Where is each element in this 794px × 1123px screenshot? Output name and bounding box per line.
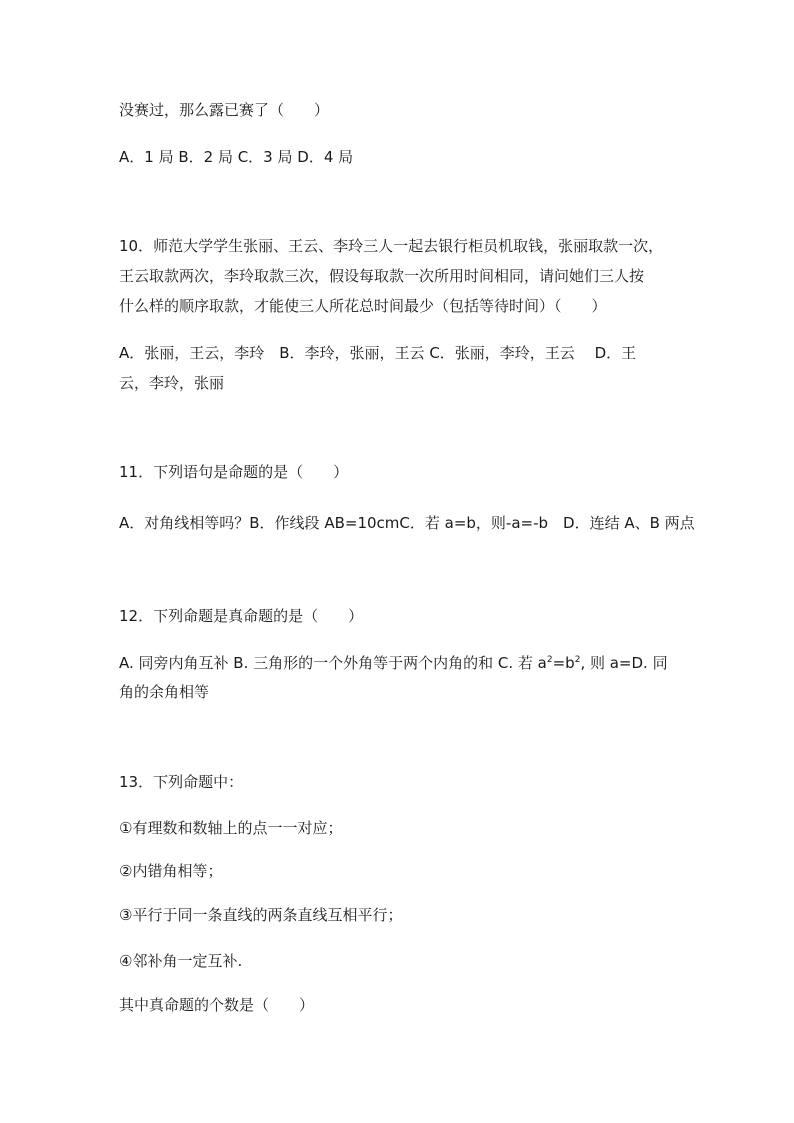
q10-stem-line1: 10．师范大学学生张丽、王云、李玲三人一起去银行柜员机取钱，张丽取款一次， <box>119 237 664 255</box>
q12-superscript-2: 2 <box>574 655 581 665</box>
q10-options-line2: 云，李玲，张丽 <box>119 374 225 392</box>
q11-stem: 11．下列语句是命题的是（ ） <box>119 463 349 481</box>
q10-options-line1: A．张丽，王云，李玲 B．李玲，张丽，王云 C．张丽，李玲，王云 D．王 <box>119 344 637 362</box>
q12-options-line1 <box>119 653 668 673</box>
q13-item-1: ①有理数和数轴上的点一一对应； <box>119 819 343 837</box>
q13-stem: 13．下列命题中： <box>119 773 244 791</box>
q13-item-4: ④邻补角一定互补. <box>119 952 243 970</box>
q13-item-3: ③平行于同一条直线的两条直线互相平行； <box>119 906 403 924</box>
q12-superscript-1: 2 <box>546 655 553 665</box>
q11-options: A．对角线相等吗？B．作线段 AB=10cmC．若 a=b，则-a=-b D．连结 A、B 两点 <box>119 514 695 532</box>
q12-stem: 12．下列命题是真命题的是（ ） <box>119 607 364 625</box>
q10-stem-line3: 什么样的顺序取款，才能使三人所花总时间最少（包括等待时间）（ ） <box>119 297 607 315</box>
q9-stem-continuation: 没赛过，那么露已赛了（ ） <box>119 101 330 119</box>
q12-options-part3: , 则 a=D. 同 <box>580 654 668 672</box>
q12-options-part1: A. 同旁内角互补 B. 三角形的一个外角等于两个内角的和 C. 若 a <box>119 654 547 672</box>
q12-options-line2: 角的余角相等 <box>119 683 210 701</box>
q13-item-2: ②内错角相等； <box>119 862 223 880</box>
q10-stem-line2: 王云取款两次，李玲取款三次，假设每取款一次所用时间相同，请问她们三人按 <box>119 267 645 285</box>
q12-options-part2: =b <box>552 654 575 672</box>
q9-options: A．1 局 B．2 局 C．3 局 D．4 局 <box>119 148 354 166</box>
q13-question: 其中真命题的个数是（ ） <box>119 996 315 1014</box>
